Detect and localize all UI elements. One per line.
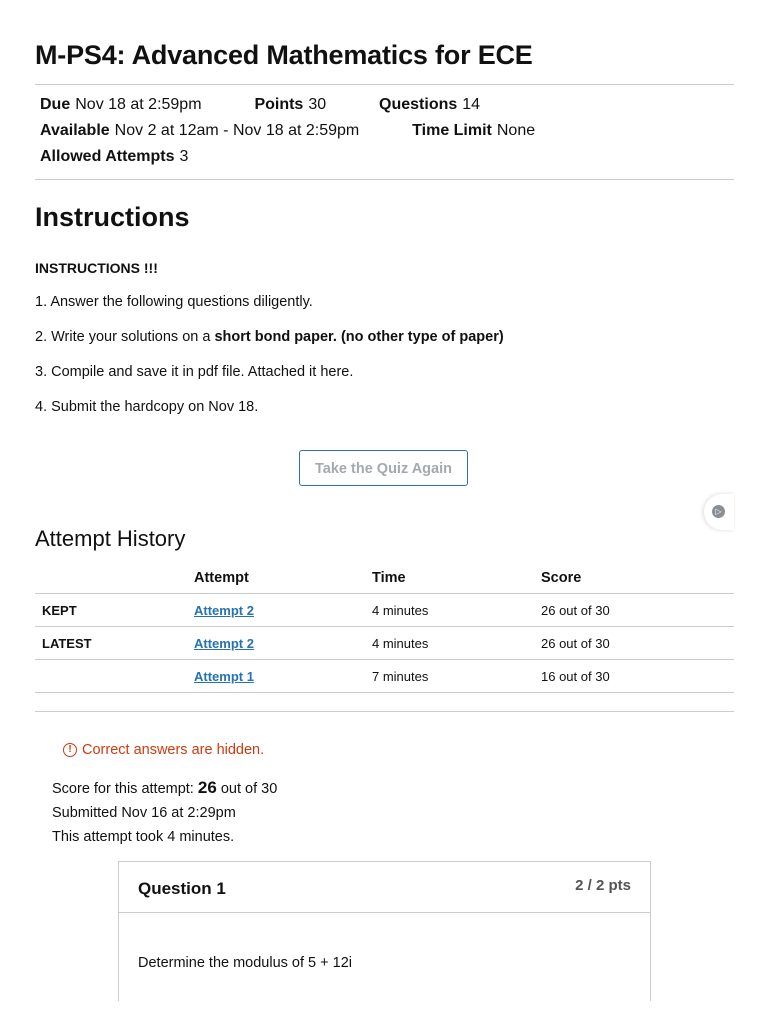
table-row <box>35 660 734 693</box>
meta-row-1 <box>40 96 480 114</box>
attempt-time: 7 minutes <box>372 660 541 693</box>
row-tag: KEPT <box>35 594 194 627</box>
attempt-score: 26 out of 30 <box>541 594 734 627</box>
column-header-time: Time <box>372 563 541 594</box>
time-limit-label: Time Limit <box>412 122 492 139</box>
table-row <box>35 627 734 660</box>
instruction-item-2-text: 2. Write your solutions on a <box>35 329 215 345</box>
attempts-value: 3 <box>179 148 189 165</box>
question-text: Determine the modulus of 5 + 12i <box>138 955 352 971</box>
submitted-line: Submitted Nov 16 at 2:29pm <box>52 805 236 821</box>
column-header-score: Score <box>541 563 734 594</box>
question-card <box>118 861 651 1001</box>
take-quiz-again-button[interactable]: Take the Quiz Again <box>299 450 468 486</box>
question-header <box>119 862 650 913</box>
attempt-link[interactable]: Attempt 1 <box>194 668 254 684</box>
questions-value: 14 <box>462 96 481 113</box>
meta-row-2 <box>40 122 535 140</box>
table-header-row <box>35 563 734 594</box>
question-points: 2 / 2 pts <box>575 877 631 894</box>
available-label: Available <box>40 122 110 139</box>
attempt-score: 26 out of 30 <box>541 627 734 660</box>
attempt-time: 4 minutes <box>372 627 541 660</box>
instruction-item-2-bold: short bond paper. (no other type of paper) <box>214 329 504 345</box>
attempt-link[interactable]: Attempt 2 <box>194 635 254 651</box>
question-title: Question 1 <box>138 879 226 898</box>
answers-hidden-notice <box>63 742 264 758</box>
points-label: Points <box>254 96 304 113</box>
attempt-history-title: Attempt History <box>35 526 186 551</box>
table-row <box>35 594 734 627</box>
points-value: 30 <box>308 96 327 113</box>
helper-icon: ▷ <box>712 505 725 518</box>
attempt-link[interactable]: Attempt 2 <box>194 602 254 618</box>
divider <box>35 711 734 712</box>
due-label: Due <box>40 96 71 113</box>
score-prefix: Score for this attempt: <box>52 781 198 797</box>
score-value: 26 <box>197 778 217 797</box>
row-tag <box>35 660 194 693</box>
due-value: Nov 18 at 2:59pm <box>75 96 202 113</box>
instruction-item-1: 1. Answer the following questions diligently. <box>35 294 313 310</box>
attempts-label: Allowed Attempts <box>40 148 175 165</box>
questions-label: Questions <box>379 96 458 113</box>
quiz-title: M-PS4: Advanced Mathematics for ECE <box>35 40 533 70</box>
instruction-item-2 <box>35 329 504 345</box>
instruction-item-3: 3. Compile and save it in pdf file. Attached it here. <box>35 364 354 380</box>
instruction-item-4: 4. Submit the hardcopy on Nov 18. <box>35 399 259 415</box>
answers-hidden-text: Correct answers are hidden. <box>82 742 265 758</box>
divider <box>35 179 734 180</box>
available-value: Nov 2 at 12am - Nov 18 at 2:59pm <box>114 122 360 139</box>
score-suffix: out of 30 <box>216 781 278 797</box>
instructions-heading: Instructions <box>35 202 190 232</box>
attempt-score: 16 out of 30 <box>541 660 734 693</box>
warning-icon: ! <box>63 743 77 757</box>
column-header-attempt: Attempt <box>194 563 372 594</box>
attempt-history-table <box>35 563 734 693</box>
duration-line: This attempt took 4 minutes. <box>52 829 235 845</box>
side-helper-tab[interactable] <box>704 494 734 530</box>
divider <box>35 84 734 85</box>
attempt-score-line <box>52 778 277 798</box>
time-limit-value: None <box>496 122 536 139</box>
meta-row-3 <box>40 148 188 166</box>
attempt-time: 4 minutes <box>372 594 541 627</box>
instructions-subheading: INSTRUCTIONS !!! <box>35 260 158 276</box>
column-header <box>35 563 194 594</box>
row-tag: LATEST <box>35 627 194 660</box>
